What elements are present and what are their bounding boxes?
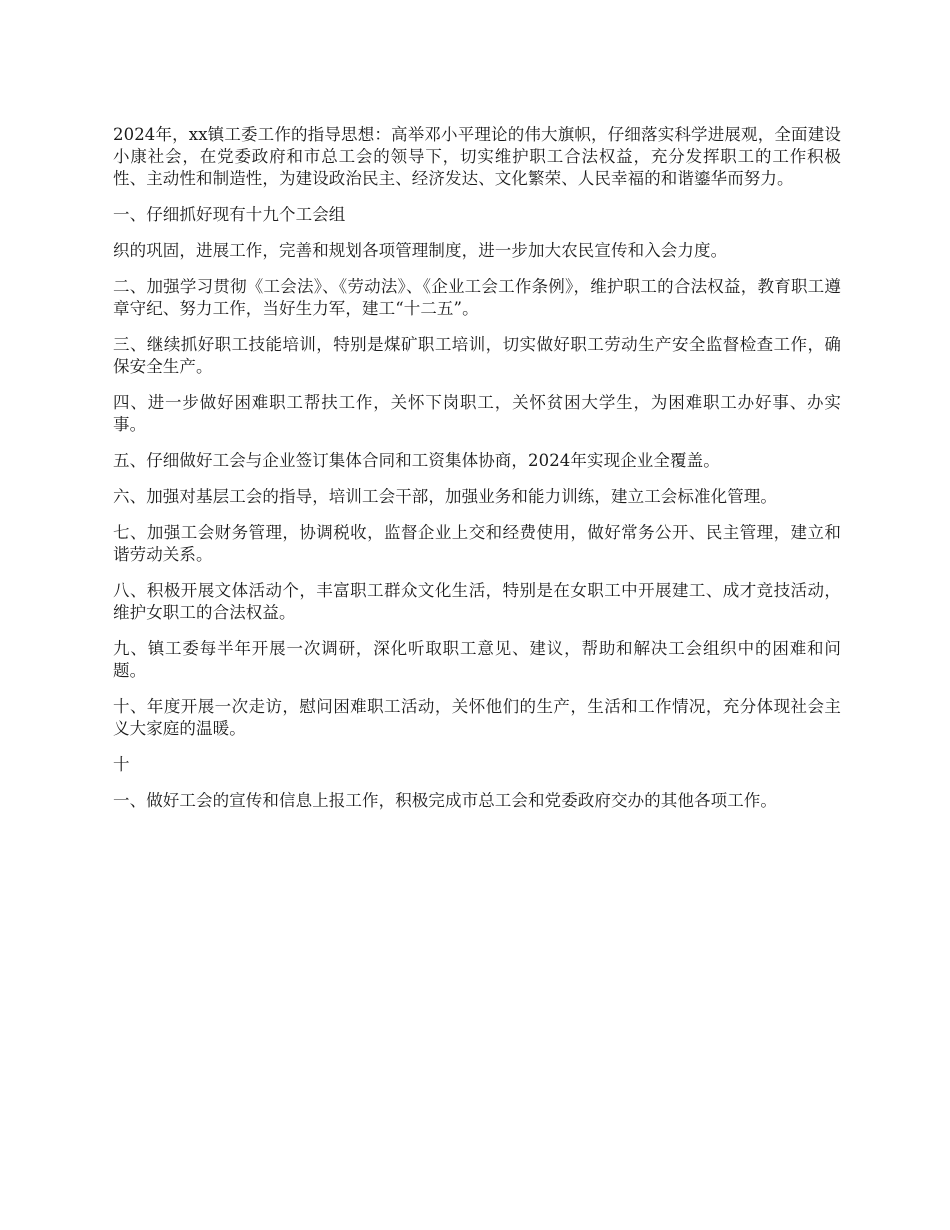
paragraph-item-11-body: 一、做好工会的宣传和信息上报工作，积极完成市总工会和党委政府交办的其他各项工作。 [113,791,777,810]
paragraph-intro: 2024年，xx镇工委工作的指导思想：高举邓小平理论的伟大旗帜，仔细落实科学进展观，全面建设小康社会，在党委政府和市总工会的领导下，切实维护职工合法权益，充分发挥职工的工作积极性、主动性和制造性，为建设政治民主、经济发达、文化繁荣、人民幸福的和谐鎏华而努力。 [113,125,841,188]
paragraph-item-5: 五、仔细做好工会与企业签订集体合同和工资集体协商，2024年实现企业全覆盖。 [113,451,720,470]
paragraph-item-8: 八、积极开展文体活动个，丰富职工群众文化生活，特别是在女职工中开展建工、成才竞技活动，维护女职工的合法权益。 [113,581,841,622]
paragraph-item-1-body: 织的巩固，进展工作，完善和规划各项管理制度，进一步加大农民宣传和入会力度。 [113,241,728,260]
paragraph-item-7: 七、加强工会财务管理，协调税收，监督企业上交和经费使用，做好常务公开、民主管理，建立和谐劳动关系。 [113,523,841,564]
paragraph-item-6: 六、加强对基层工会的指导，培训工会干部，加强业务和能力训练，建立工会标准化管理。 [113,487,777,506]
paragraph-item-3: 三、继续抓好职工技能培训，特别是煤矿职工培训，切实做好职工劳动生产安全监督检查工作，确保安全生产。 [113,335,841,376]
paragraph-item-10: 十、年度开展一次走访，慰问困难职工活动，关怀他们的生产，生活和工作情况，充分体现社会主义大家庭的温暖。 [113,697,841,738]
document-body [113,124,841,826]
paragraph-item-2: 二、加强学习贯彻《工会法》、《劳动法》、《企业工会工作条例》，维护职工的合法权益，教育职工遵章守纪、努力工作，当好生力军，建工“十二五”。 [113,277,841,318]
paragraph-item-1-head: 一、仔细抓好现有十九个工会组 [113,205,346,224]
paragraph-item-11-head: 十 [113,755,130,774]
paragraph-item-4: 四、进一步做好困难职工帮扶工作，关怀下岗职工，关怀贫困大学生，为困难职工办好事、办实事。 [113,393,841,434]
paragraph-item-9: 九、镇工委每半年开展一次调研，深化听取职工意见、建议，帮助和解决工会组织中的困难和问题。 [113,639,841,680]
